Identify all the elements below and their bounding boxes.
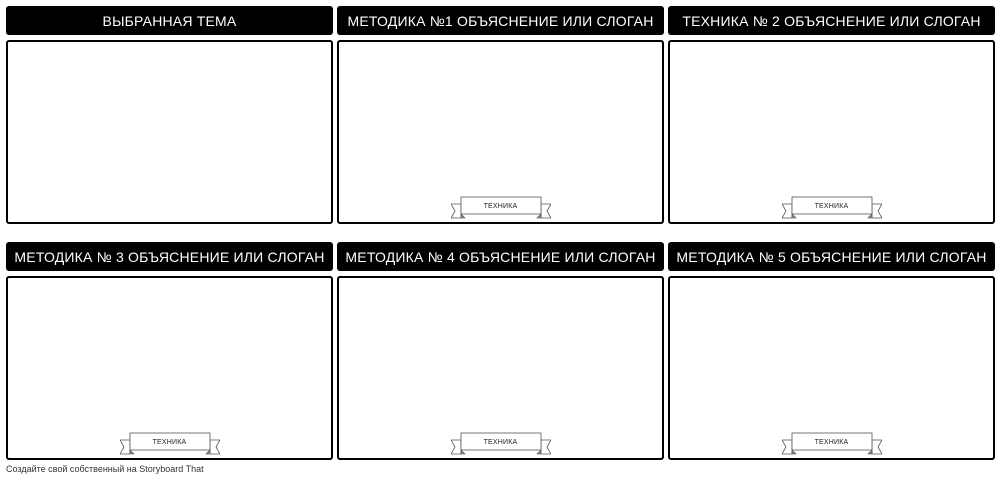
- banner-ribbon: [120, 432, 220, 456]
- panel-frame-1[interactable]: [6, 40, 333, 224]
- storyboard-cell-5: [337, 242, 664, 446]
- panel-title-5: МЕТОДИКА № 4 ОБЪЯСНЕНИЕ ИЛИ СЛОГАН: [337, 242, 664, 271]
- panel-title-4: МЕТОДИКА № 3 ОБЪЯСНЕНИЕ ИЛИ СЛОГАН: [6, 242, 333, 271]
- storyboard-cell-1: [6, 6, 333, 35]
- banner-ribbon: [782, 196, 882, 220]
- panel-frame-3[interactable]: [668, 40, 995, 224]
- footer-credit: Создайте свой собственный на Storyboard That: [6, 464, 204, 474]
- panel-frame-4[interactable]: [6, 276, 333, 460]
- panel-title-1: ВЫБРАННАЯ ТЕМА: [6, 6, 333, 35]
- banner-label: ТЕХНИКА: [483, 202, 518, 210]
- storyboard-cell-6: [668, 242, 995, 446]
- banner-label: ТЕХНИКА: [814, 202, 849, 210]
- storyboard-cell-2: [337, 6, 664, 210]
- storyboard-cell-4: [6, 242, 333, 446]
- panel-frame-6[interactable]: [668, 276, 995, 460]
- panel-title-2: МЕТОДИКА №1 ОБЪЯСНЕНИЕ ИЛИ СЛОГАН: [337, 6, 664, 35]
- banner-ribbon: [451, 432, 551, 456]
- panel-frame-5[interactable]: [337, 276, 664, 460]
- panel-frame-2[interactable]: [337, 40, 664, 224]
- banner-ribbon: [782, 432, 882, 456]
- panel-title-6: МЕТОДИКА № 5 ОБЪЯСНЕНИЕ ИЛИ СЛОГАН: [668, 242, 995, 271]
- banner-label: ТЕХНИКА: [152, 438, 187, 446]
- banner-label: ТЕХНИКА: [483, 438, 518, 446]
- banner-label: ТЕХНИКА: [814, 438, 849, 446]
- banner-ribbon: [451, 196, 551, 220]
- panel-title-3: ТЕХНИКА № 2 ОБЪЯСНЕНИЕ ИЛИ СЛОГАН: [668, 6, 995, 35]
- storyboard-cell-3: [668, 6, 995, 210]
